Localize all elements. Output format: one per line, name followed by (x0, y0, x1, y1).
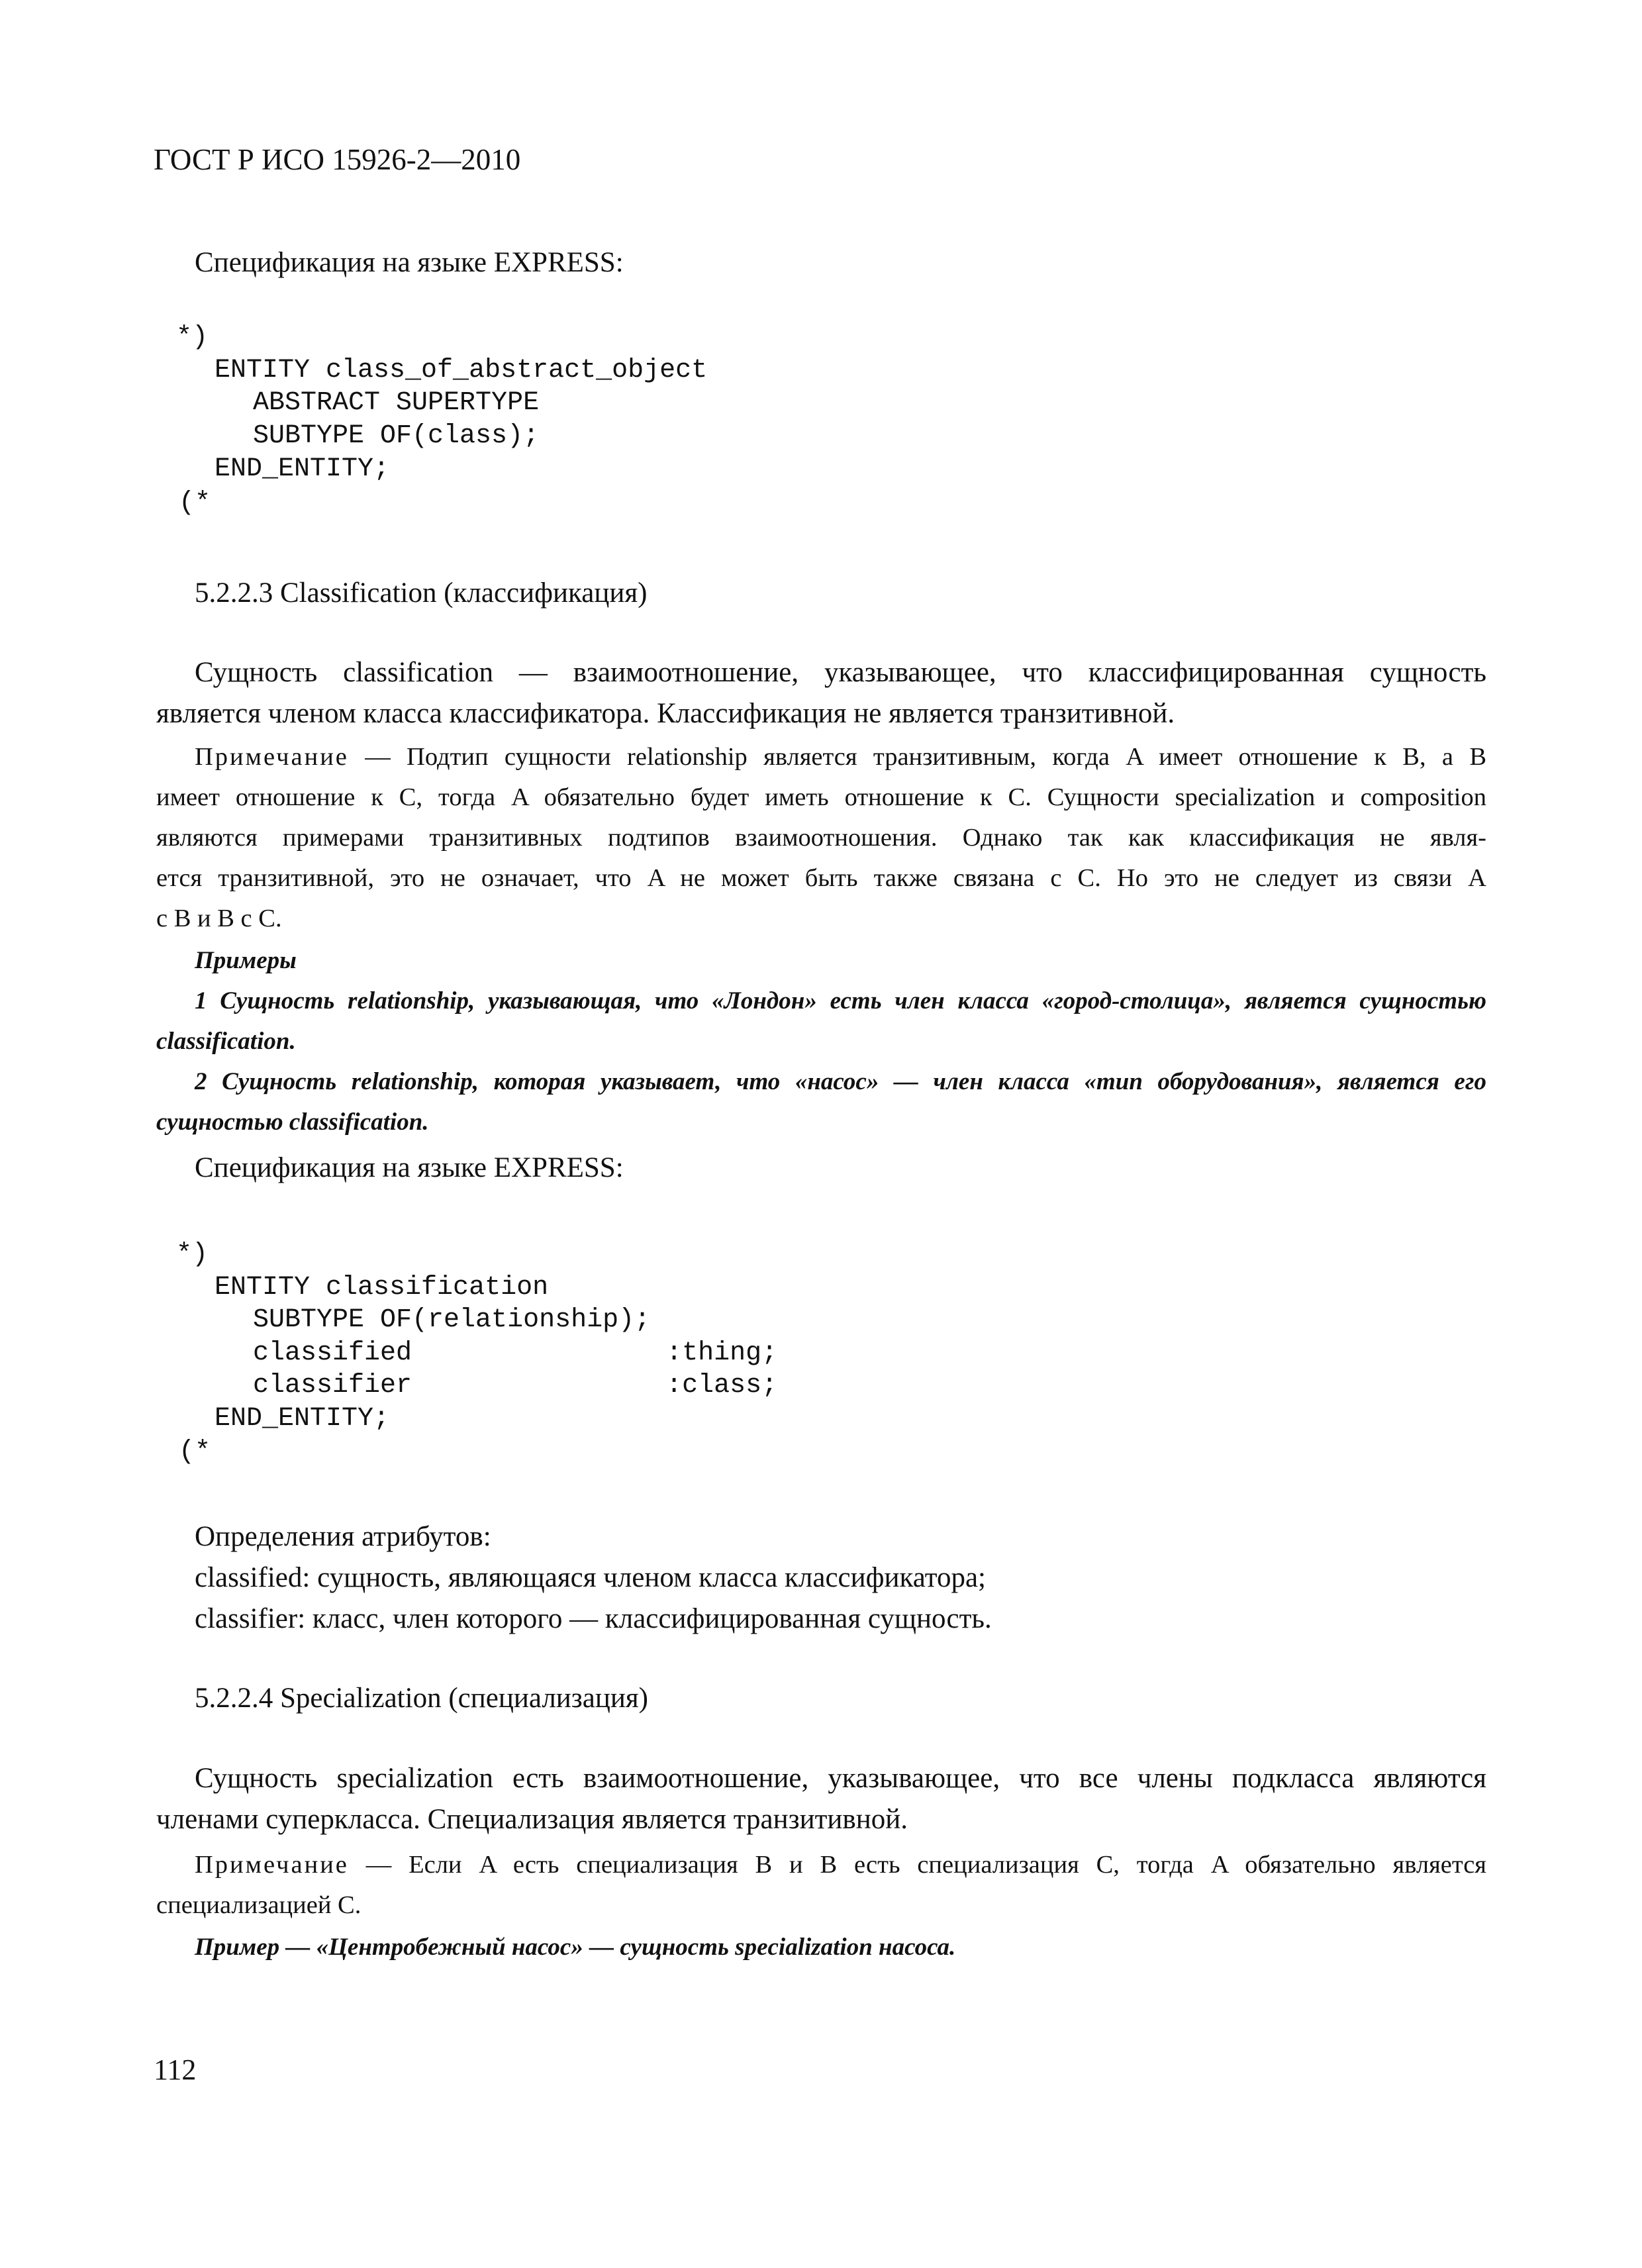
note-line: являются примерами транзитивных подтипов взаимоотношения. Однако так как классификация не явля- (156, 824, 1486, 852)
spec-label: Спецификация на языке EXPRESS: (195, 1152, 624, 1183)
note-line (156, 1845, 1486, 1885)
note-line (156, 737, 1486, 777)
note-line: с B и B с C. (156, 905, 282, 932)
examples-heading: Примеры (195, 947, 297, 974)
note-text: — Подтип сущности relationship является транзитивным, когда A имеет отношение к B, а B (348, 743, 1486, 771)
document-header: ГОСТ Р ИСО 15926-2—2010 (154, 143, 521, 176)
attribute-definition: classifier: класс, член которого — классифицированная сущность. (195, 1603, 992, 1634)
attributes-heading: Определения атрибутов: (195, 1521, 491, 1552)
section-heading-5-2-2-3: 5.2.2.3 Classification (классификация) (195, 577, 648, 609)
example-line (156, 1061, 1486, 1102)
note-label: Примечание (195, 743, 349, 771)
example-line: classification. (156, 1028, 296, 1055)
code-line: *) (176, 322, 209, 352)
code-line: ENTITY classification (215, 1273, 549, 1303)
paragraph-text: Сущность classification — взаимоотношение, указывающее, что классифицированная сущность (195, 657, 1486, 688)
example-line: сущностью classification. (156, 1109, 429, 1136)
code-line: ENTITY class_of_abstract_object (215, 356, 708, 385)
code-line: END_ENTITY; (215, 1404, 390, 1434)
code-line: END_ENTITY; (215, 454, 390, 484)
paragraph-text: Сущность specialization есть взаимоотношение, указывающее, что все члены подкласса являются (195, 1763, 1486, 1794)
example-text: 2 Сущность relationship, которая указывает, что «насос» — член класса «тип оборудования», является его (195, 1068, 1486, 1095)
note-line: специализацией C. (156, 1891, 362, 1919)
paragraph-line: является членом класса классификатора. Классификация не является транзитивной. (156, 698, 1175, 729)
example-line: Пример — «Центробежный насос» — сущность specialization насоса. (195, 1934, 956, 1961)
example-text: 1 Сущность relationship, указывающая, что «Лондон» есть член класса «город-столица», является сущностью (195, 987, 1486, 1014)
code-line: classifier :class; (253, 1371, 778, 1401)
paragraph-line (156, 652, 1486, 693)
page-number: 112 (154, 2053, 197, 2086)
example-line (156, 981, 1486, 1021)
spec-label: Спецификация на языке EXPRESS: (195, 247, 624, 278)
code-line: SUBTYPE OF(relationship); (253, 1305, 651, 1335)
code-line: SUBTYPE OF(class); (253, 421, 540, 451)
note-label: Примечание (195, 1851, 349, 1879)
attribute-definition: classified: сущность, являющаяся членом класса классификатора; (195, 1562, 986, 1593)
code-line: (* (179, 1437, 211, 1467)
section-heading-5-2-2-4: 5.2.2.4 Specialization (специализация) (195, 1683, 648, 1714)
paragraph-line: членами суперкласса. Специализация является транзитивной. (156, 1804, 908, 1835)
code-line: classified :thing; (253, 1338, 778, 1368)
code-line: (* (179, 488, 211, 518)
note-line: ется транзитивной, это не означает, что A не может быть также связана с C. Но это не следует из связи A (156, 864, 1486, 892)
paragraph-line (156, 1758, 1486, 1799)
code-line: ABSTRACT SUPERTYPE (253, 388, 540, 418)
note-line: имеет отношение к C, тогда A обязательно будет иметь отношение к C. Сущности specialization и composition (156, 783, 1486, 811)
note-text: — Если A есть специализация B и B есть специализация C, тогда A обязательно является (348, 1851, 1486, 1879)
code-line: *) (176, 1240, 209, 1269)
